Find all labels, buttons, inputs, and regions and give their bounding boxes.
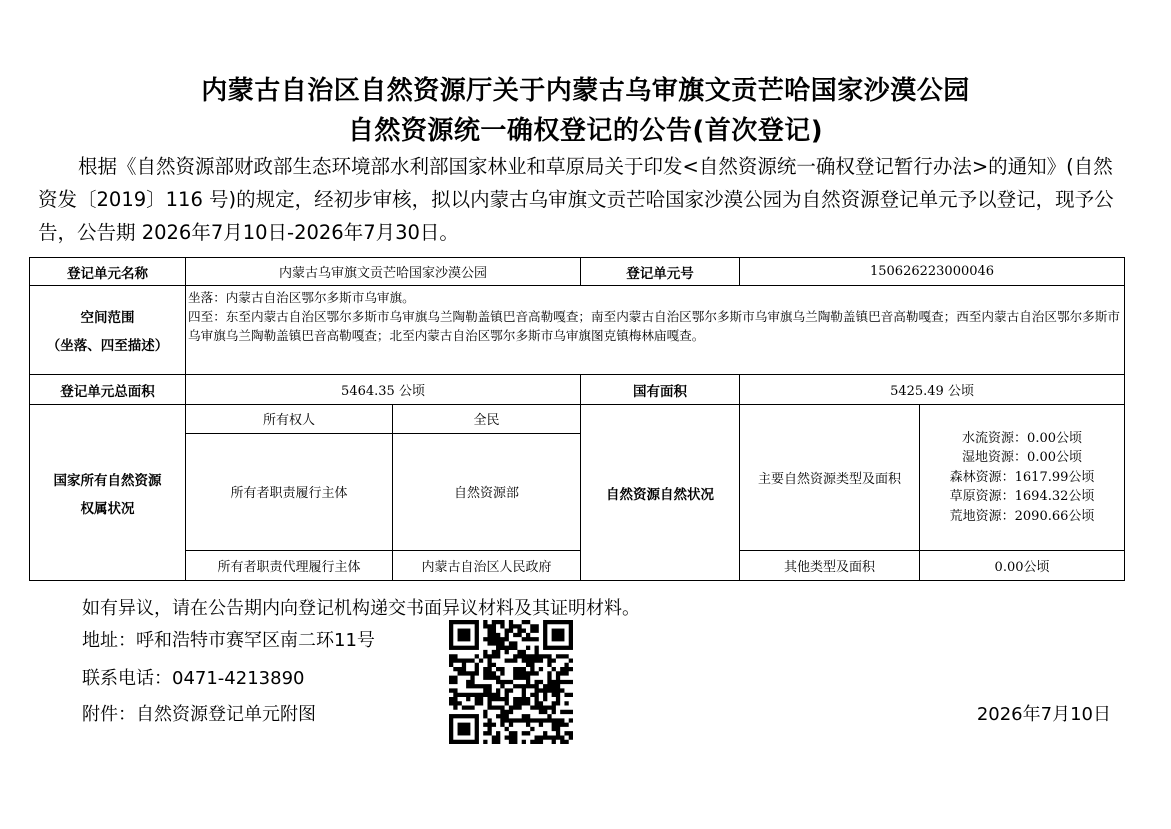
resource-item: 草原资源：1694.32公顷 xyxy=(949,489,1095,505)
owner-label: 所有权人 xyxy=(186,405,393,433)
ownership-label xyxy=(30,405,186,581)
state-area-label: 国有面积 xyxy=(581,375,740,405)
owner-value: 全民 xyxy=(393,405,581,433)
state-area-value: 5425.49 公顷 xyxy=(740,375,1125,405)
duty-subject-value: 自然资源部 xyxy=(393,433,581,550)
other-types-value: 0.00公顷 xyxy=(920,550,1125,580)
registration-table xyxy=(29,257,1125,581)
resource-list xyxy=(920,405,1125,550)
address-text: 地址：呼和浩特市赛罕区南二环11号 xyxy=(82,630,375,651)
natural-status-label: 自然资源自然状况 xyxy=(581,405,740,581)
notice-date: 2026年7月10日 xyxy=(976,704,1111,725)
scope-label-line2: （坐落、四至描述） xyxy=(46,338,169,355)
notice-title-line1: 内蒙古自治区自然资源厅关于内蒙古乌审旗文贡芒哈国家沙漠公园 xyxy=(201,76,970,106)
resource-item: 森林资源：1617.99公顷 xyxy=(949,469,1095,485)
duty-subject-label: 所有者职责履行主体 xyxy=(186,433,393,550)
unit-name-label: 登记单元名称 xyxy=(30,258,186,286)
objection-note: 如有异议，请在公告期内向登记机构递交书面异议材料及其证明材料。 xyxy=(82,598,640,619)
total-area-label: 登记单元总面积 xyxy=(30,375,186,405)
intro-paragraph: 根据《自然资源部财政部生态环境部水利部国家林业和草原局关于印发<自然资源统一确权登记暂行办法>的通知》(自然资发〔2019〕116 号)的规定，经初步审核，拟以内蒙古乌审旗文贡芒哈国家沙漠公园为自然资源登记单元予以登记，现予公告，公告期 2026年7月10日-2026年7月30日。 xyxy=(38,155,1114,244)
unit-no-label: 登记单元号 xyxy=(581,258,740,286)
qr-code-icon xyxy=(449,620,573,744)
location-text: 坐落：内蒙古自治区鄂尔多斯市乌审旗。 xyxy=(188,290,415,306)
scope-label xyxy=(30,286,186,375)
resource-item: 荒地资源：2090.66公顷 xyxy=(949,508,1095,524)
other-types-label: 其他类型及面积 xyxy=(740,550,920,580)
ownership-label-line2: 权属状况 xyxy=(80,500,135,517)
total-area-value: 5464.35 公顷 xyxy=(186,375,581,405)
resource-item: 水流资源：0.00公顷 xyxy=(962,430,1082,446)
main-types-label: 主要自然资源类型及面积 xyxy=(740,405,920,550)
attachment-text: 附件：自然资源登记单元附图 xyxy=(82,704,316,725)
agent-subject-label: 所有者职责代理履行主体 xyxy=(186,550,393,580)
scope-description xyxy=(186,286,1125,375)
boundaries-text: 四至：东至内蒙古自治区鄂尔多斯市乌审旗乌兰陶勒盖镇巴音高勒嘎查；南至内蒙古自治区鄂尔多斯市乌审旗乌兰陶勒盖镇巴音高勒嘎查；西至内蒙古自治区鄂尔多斯市乌审旗乌兰陶勒盖镇巴音高勒嘎查；北至内蒙古自治区鄂尔多斯市乌审旗图克镇梅林庙嘎查。 xyxy=(188,309,1120,344)
notice-title-line2: 自然资源统一确权登记的公告(首次登记) xyxy=(347,116,824,146)
unit-name-value: 内蒙古乌审旗文贡芒哈国家沙漠公园 xyxy=(186,258,581,286)
unit-no-value: 150626223000046 xyxy=(740,258,1125,286)
ownership-label-line1: 国家所有自然资源 xyxy=(53,472,162,489)
resource-item: 湿地资源：0.00公顷 xyxy=(962,450,1082,466)
phone-text: 联系电话：0471-4213890 xyxy=(82,668,305,689)
scope-label-line1: 空间范围 xyxy=(80,310,135,327)
agent-subject-value: 内蒙古自治区人民政府 xyxy=(393,550,581,580)
